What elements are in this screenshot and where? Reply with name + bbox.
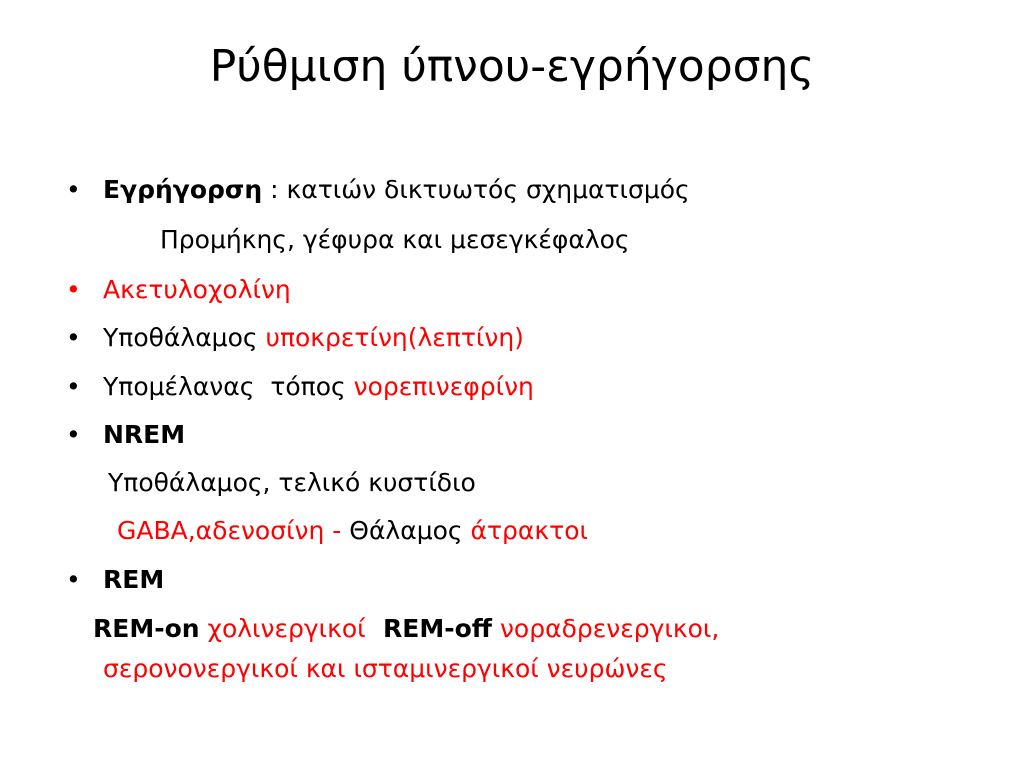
bullet-item-locus-coeruleus bbox=[103, 370, 534, 404]
bullet-marker: • bbox=[66, 275, 81, 304]
nrem-regions-text: Υποθάλαμος, τελικό κυστίδιο bbox=[108, 468, 476, 497]
term-wakefulness: Εγρήγορση bbox=[103, 175, 263, 204]
serotonergic-histaminergic-text: σερονονεργικοί και ισταμινεργικοί νευρώνες bbox=[103, 654, 668, 683]
thalamus-text: Θάλαμος bbox=[349, 516, 471, 545]
nrem-subline-2 bbox=[117, 514, 588, 548]
locus-coeruleus-text: Υπομέλανας τόπος bbox=[103, 372, 354, 401]
brainstem-regions: Προμήκης, γέφυρα και μεσεγκέφαλος bbox=[160, 225, 630, 254]
orexin-text: υποκρετίνη(λεπτίνη) bbox=[265, 323, 524, 352]
rem-heading: REM bbox=[103, 565, 165, 594]
bullet-item-wakefulness bbox=[103, 173, 690, 207]
bullet-marker: • bbox=[66, 420, 81, 449]
bullet-marker: • bbox=[66, 372, 81, 401]
rem-off-label: REM-off bbox=[365, 614, 493, 643]
gaba-adenosine-text: GABA,αδενοσίνη - bbox=[117, 516, 350, 545]
norepinephrine-text: νορεπινεφρίνη bbox=[353, 372, 534, 401]
nrem-heading: NREM bbox=[103, 420, 186, 449]
hypothalamus-text: Υποθάλαμος bbox=[103, 323, 266, 352]
bullet-marker: • bbox=[66, 175, 81, 204]
bullet-item-hypothalamus bbox=[103, 321, 524, 355]
slide-title: Ρύθμιση ύπνου-εγρήγορσης bbox=[209, 41, 815, 92]
spindles-text: άτρακτοι bbox=[470, 516, 588, 545]
wakefulness-description: : κατιών δικτυωτός σχηματισμός bbox=[262, 175, 690, 204]
bullet-item-nrem bbox=[103, 418, 185, 452]
noradrenergic-text: νοραδρενεργικοι, bbox=[492, 614, 720, 643]
rem-subline-2 bbox=[103, 652, 668, 686]
acetylcholine-text: Ακετυλοχολίνη bbox=[103, 275, 291, 304]
bullet-marker: • bbox=[66, 323, 81, 352]
bullet-item-rem bbox=[103, 563, 164, 597]
nrem-subline-1 bbox=[108, 466, 476, 500]
rem-on-label: REM-on bbox=[93, 614, 200, 643]
rem-subline-1 bbox=[93, 612, 719, 646]
wakefulness-subline bbox=[160, 223, 630, 257]
bullet-item-acetylcholine bbox=[103, 273, 291, 307]
cholinergic-text: χολινεργικοί bbox=[199, 614, 366, 643]
bullet-marker: • bbox=[66, 565, 81, 594]
